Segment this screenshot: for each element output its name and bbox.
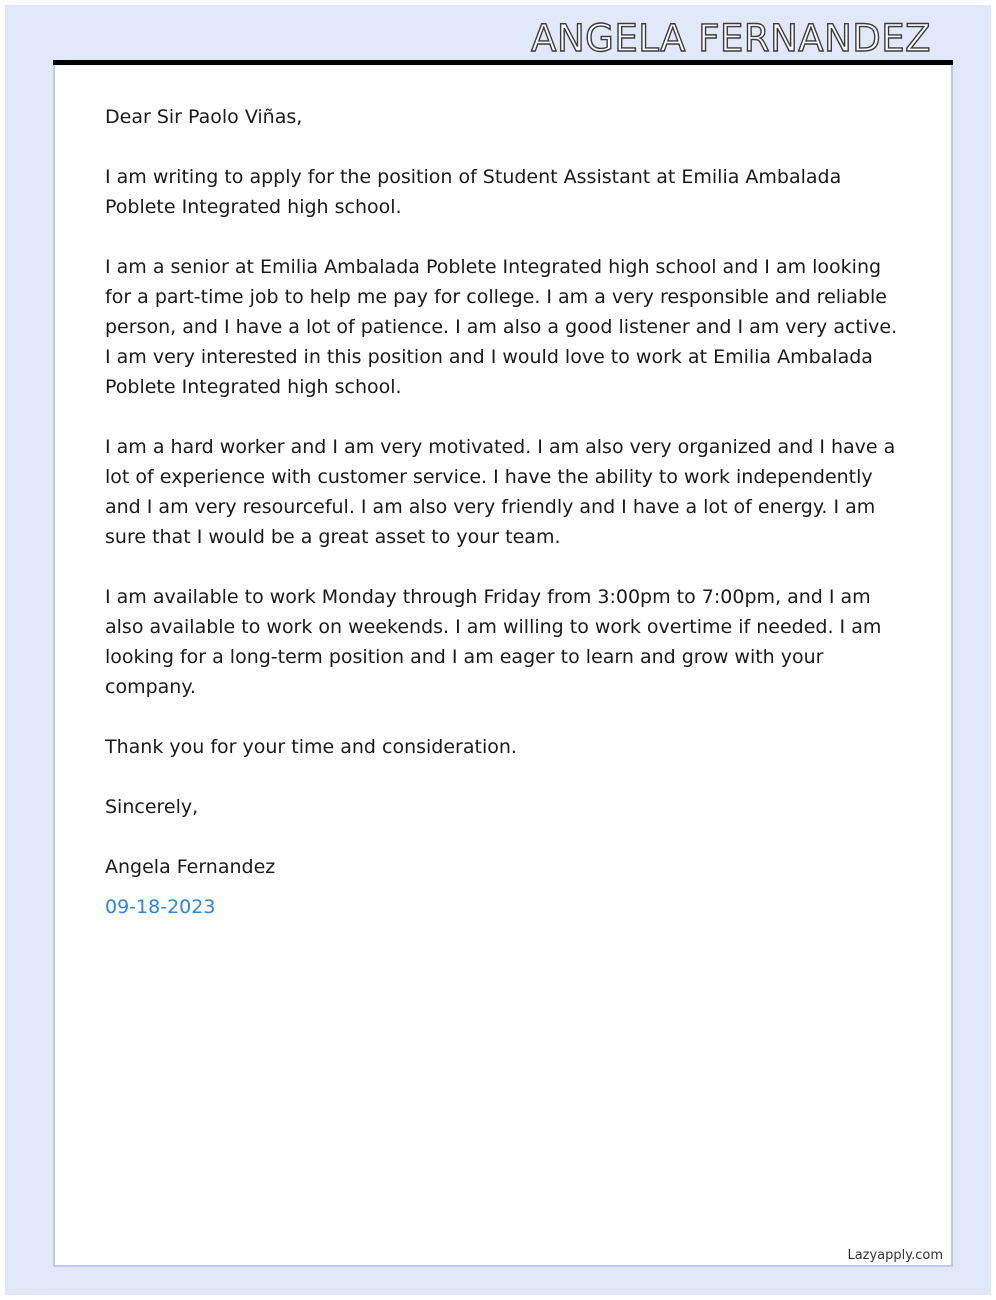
salutation: Dear Sir Paolo Viñas,: [105, 106, 303, 128]
signature-name: Angela Fernandez: [105, 856, 276, 878]
paragraph-availability: I am available to work Monday through Friday from 3:00pm to 7:00pm, and I am also available to work on weekends. I am willing to work overtime if needed. I am looking for a long-term position and I am eager to learn and grow with your company.: [105, 586, 882, 698]
paragraph-intro: I am writing to apply for the position of Student Assistant at Emilia Ambalada Poblete Integrated high school.: [105, 166, 842, 218]
header-name: ANGELA FERNANDEZ: [531, 17, 931, 60]
letter-date: 09-18-2023: [105, 896, 216, 918]
page-background: [5, 5, 991, 1295]
paragraph-qualities: I am a hard worker and I am very motivated. I am also very organized and I have a lot of experience with customer service. I have the ability to work independently and I am very resourceful. I am also very friendly and I have a lot of energy. I am sure that I would be a great asset to your team.: [105, 436, 896, 548]
letter-page: [53, 65, 953, 1267]
letter-body: [105, 102, 905, 922]
paragraph-thanks: Thank you for your time and consideration.: [105, 736, 517, 758]
paragraph-background: I am a senior at Emilia Ambalada Poblete Integrated high school and I am looking for a part-time job to help me pay for college. I am a very responsible and reliable person, and I have a lot of patience. I am also a good listener and I am very active. I am very interested in this position and I would love to work at Emilia Ambalada Poblete Integrated high school.: [105, 256, 898, 398]
closing: Sincerely,: [105, 796, 199, 818]
watermark: Lazyapply.com: [847, 1248, 943, 1263]
